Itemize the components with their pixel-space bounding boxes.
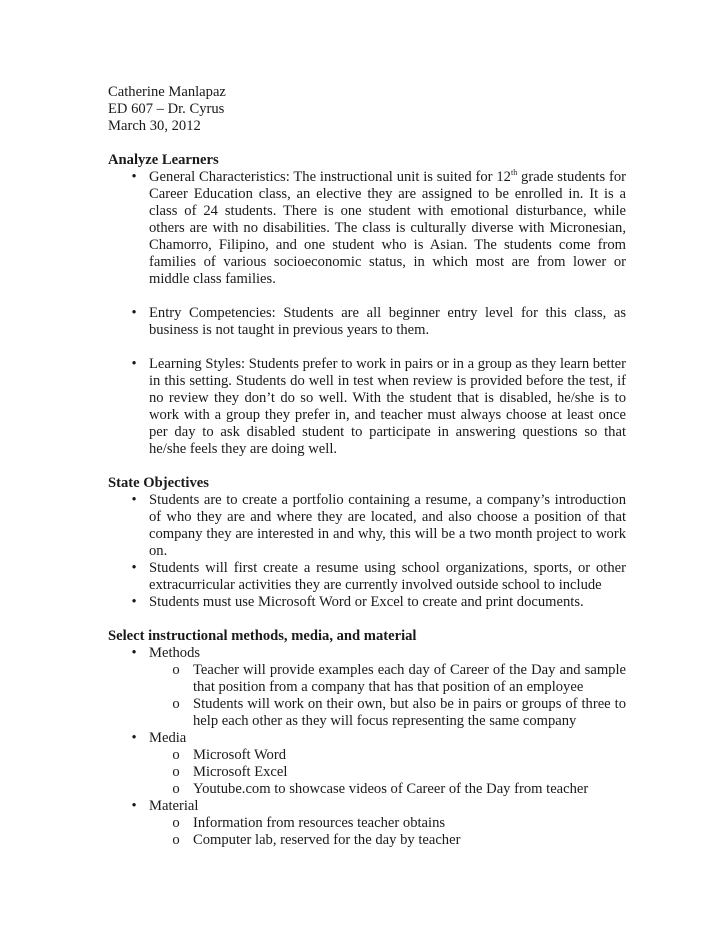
material-label: Material: [149, 798, 199, 814]
circle-bullet-icon: o: [172, 662, 180, 678]
bullet-icon: •: [131, 492, 137, 508]
method-text: Teacher will provide examples each day of Career of the Day and sample that position from a company that has that position of an employee: [193, 662, 626, 695]
list-item: [108, 645, 626, 662]
list-item: [108, 305, 626, 339]
list-item: [149, 781, 626, 798]
methods-sublist: [108, 662, 626, 730]
general-characteristics-text: General Characteristics: The instructional unit is suited for 12th grade students for Career Education class, an elective they are assigned to be enrolled in. It is a class of 24 students. There is one student with emotional disturbance, while others are with no disabilities. The class is culturally diverse with Micronesian, Chamorro, Filipino, and one student who is Asian. The students come from families of various socioeconomic status, in which most are from lower or middle class families.: [149, 168, 626, 287]
material-sublist: [108, 815, 626, 849]
list-item: [108, 730, 626, 747]
list-item: [149, 764, 626, 781]
document-date: March 30, 2012: [108, 118, 201, 134]
list-item: [149, 815, 626, 832]
circle-bullet-icon: o: [172, 832, 180, 848]
list-item: [149, 747, 626, 764]
section-heading-analyze-learners: Analyze Learners: [108, 152, 219, 168]
bullet-icon: •: [131, 798, 137, 814]
learning-styles-text: Learning Styles: Students prefer to work in pairs or in a group as they learn better in this setting. Students do well in test when review is provided before the test, if no review they don’t do so well. With the student that is disabled, he/she is to work with a group they prefer in, and teacher must always choose at least once per day to ask disabled student to participate in answering questions so that he/she feels they are doing well.: [149, 356, 627, 457]
material-text: Computer lab, reserved for the day by teacher: [193, 832, 461, 848]
document-body: [108, 84, 626, 849]
select-list: [108, 645, 626, 849]
section-heading-select-methods: Select instructional methods, media, and material: [108, 628, 417, 644]
media-label: Media: [149, 730, 187, 746]
material-text: Information from resources teacher obtains: [193, 815, 446, 831]
list-item: [149, 696, 626, 730]
media-text: Microsoft Word: [193, 747, 286, 763]
author-name: Catherine Manlapaz: [108, 84, 226, 100]
circle-bullet-icon: o: [172, 815, 180, 831]
objective-text: Students are to create a portfolio containing a resume, a company’s introduction of who they are and where they are located, and also choose a position of that company they are interested in and why, this will be a two month project to work on.: [149, 492, 626, 559]
list-item: [149, 662, 626, 696]
list-item: [108, 594, 626, 611]
course-info: ED 607 – Dr. Cyrus: [108, 101, 225, 117]
methods-label: Methods: [149, 645, 201, 661]
bullet-icon: •: [131, 645, 137, 661]
media-text: Youtube.com to showcase videos of Career of the Day from teacher: [193, 781, 589, 797]
list-item: [108, 798, 626, 815]
bullet-icon: •: [131, 560, 137, 576]
list-item: [149, 832, 626, 849]
list-item: [108, 492, 626, 560]
circle-bullet-icon: o: [172, 747, 180, 763]
bullet-icon: •: [131, 356, 137, 372]
bullet-icon: •: [131, 305, 137, 321]
media-sublist: [108, 747, 626, 798]
objective-text: Students must use Microsoft Word or Excel to create and print documents.: [149, 594, 584, 610]
list-item: [108, 169, 626, 288]
media-text: Microsoft Excel: [193, 764, 288, 780]
circle-bullet-icon: o: [172, 781, 180, 797]
list-item: [108, 560, 626, 594]
objective-text: Students will first create a resume using school organizations, sports, or other extracurricular activities they are currently involved outside school to include: [149, 560, 626, 593]
circle-bullet-icon: o: [172, 696, 180, 712]
list-item: [108, 356, 626, 458]
bullet-icon: •: [131, 730, 137, 746]
bullet-icon: •: [131, 594, 137, 610]
method-text: Students will work on their own, but also be in pairs or groups of three to help each other as they will focus representing the same company: [193, 696, 626, 729]
section-heading-state-objectives: State Objectives: [108, 475, 209, 491]
entry-competencies-text: Entry Competencies: Students are all beginner entry level for this class, as business is not taught in previous years to them.: [149, 305, 626, 338]
bullet-icon: •: [131, 169, 137, 185]
objectives-list: [108, 492, 626, 611]
analyze-learners-list: [108, 169, 626, 458]
circle-bullet-icon: o: [172, 764, 180, 780]
